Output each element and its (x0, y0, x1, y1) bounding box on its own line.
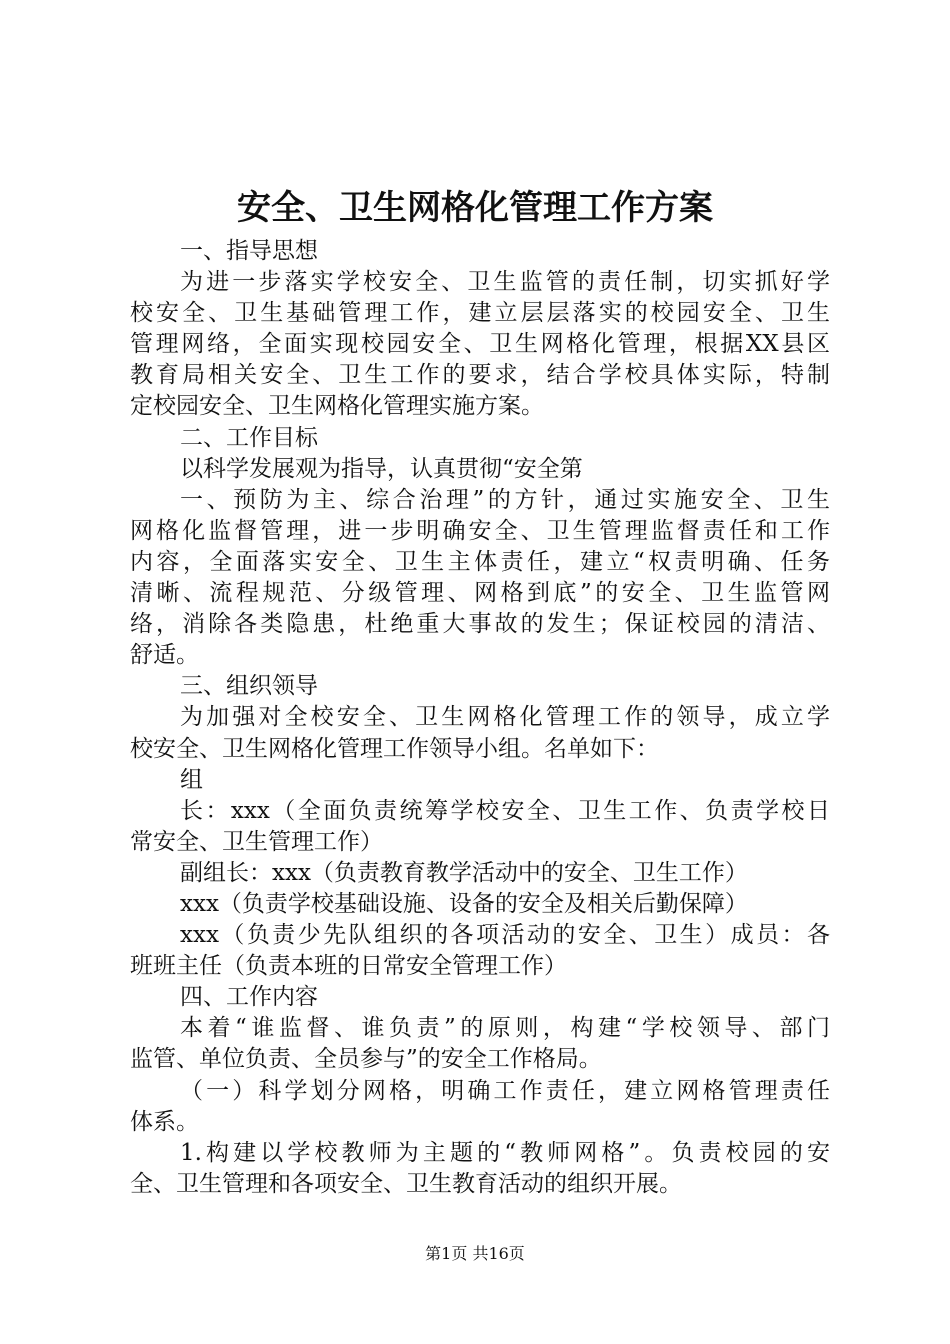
paragraph-line: 副组长：xxx（负责教育教学活动中的安全、卫生工作） (180, 859, 748, 886)
paragraph-line: 为进一步落实学校安全、卫生监管的责任制，切实抓好学 (180, 269, 830, 296)
paragraph-line: 长：xxx（全面负责统筹学校安全、卫生工作、负责学校日 (180, 797, 830, 824)
paragraph-line: 内容，全面落实安全、卫生主体责任，建立“权责明确、任务 (130, 548, 830, 575)
document-title: 安全、卫生网格化管理工作方案 (237, 188, 713, 228)
page-number: 第1页 共16页 (425, 1244, 525, 1263)
paragraph-line: 络，消除各类隐患，杜绝重大事故的发生；保证校园的清洁、 (130, 611, 830, 638)
paragraph-line: 清晰、流程规范、分级管理、网格到底”的安全、卫生监管网 (130, 580, 830, 607)
paragraph-line: 全、卫生管理和各项安全、卫生教育活动的组织开展。 (130, 1170, 682, 1197)
paragraph-line: xxx（负责少先队组织的各项活动的安全、卫生）成员：各 (180, 922, 830, 949)
paragraph-line: 舒适。 (130, 642, 199, 669)
paragraph-line: 定校园安全、卫生网格化管理实施方案。 (130, 393, 544, 420)
paragraph-line: 监管、单位负责、全员参与”的安全工作格局。 (130, 1046, 602, 1073)
paragraph-line: 常安全、卫生管理工作） (130, 828, 383, 855)
paragraph-line: 以科学发展观为指导，认真贯彻“安全第 (180, 455, 583, 482)
paragraph-line: 体系。 (130, 1108, 199, 1135)
paragraph-line: 1.构建以学校教师为主题的“教师网格”。负责校园的安 (180, 1139, 830, 1166)
document-body (130, 236, 830, 1200)
paragraph-line: 本着“谁监督、谁负责”的原则，构建“学校领导、部门 (180, 1015, 830, 1042)
paragraph-line: 网格化监督管理，进一步明确安全、卫生管理监督责任和工作 (130, 517, 830, 544)
paragraph-line: 教育局相关安全、卫生工作的要求，结合学校具体实际，特制 (130, 362, 830, 389)
paragraph-line: 为加强对全校安全、卫生网格化管理工作的领导，成立学 (180, 704, 830, 731)
paragraph-line: 班班主任（负责本班的日常安全管理工作） (130, 953, 567, 980)
section-heading: 二、工作目标 (180, 424, 318, 451)
paragraph-line: 管理网络，全面实现校园安全、卫生网格化管理，根据XX县区 (130, 331, 830, 358)
paragraph-line: 一、预防为主、综合治理”的方针，通过实施安全、卫生 (180, 486, 830, 513)
section-heading: 三、组织领导 (180, 673, 318, 700)
paragraph-line: 组 (180, 766, 203, 793)
paragraph-line: 校安全、卫生基础管理工作，建立层层落实的校园安全、卫生 (130, 300, 830, 327)
section-heading: 一、指导思想 (180, 238, 318, 264)
paragraph-line: 校安全、卫生网格化管理工作领导小组。名单如下： (130, 735, 659, 762)
section-heading: 四、工作内容 (180, 984, 318, 1011)
subsection-heading: （一）科学划分网格，明确工作责任，建立网格管理责任 (180, 1077, 830, 1104)
paragraph-line: xxx（负责学校基础设施、设备的安全及相关后勤保障） (180, 890, 748, 917)
